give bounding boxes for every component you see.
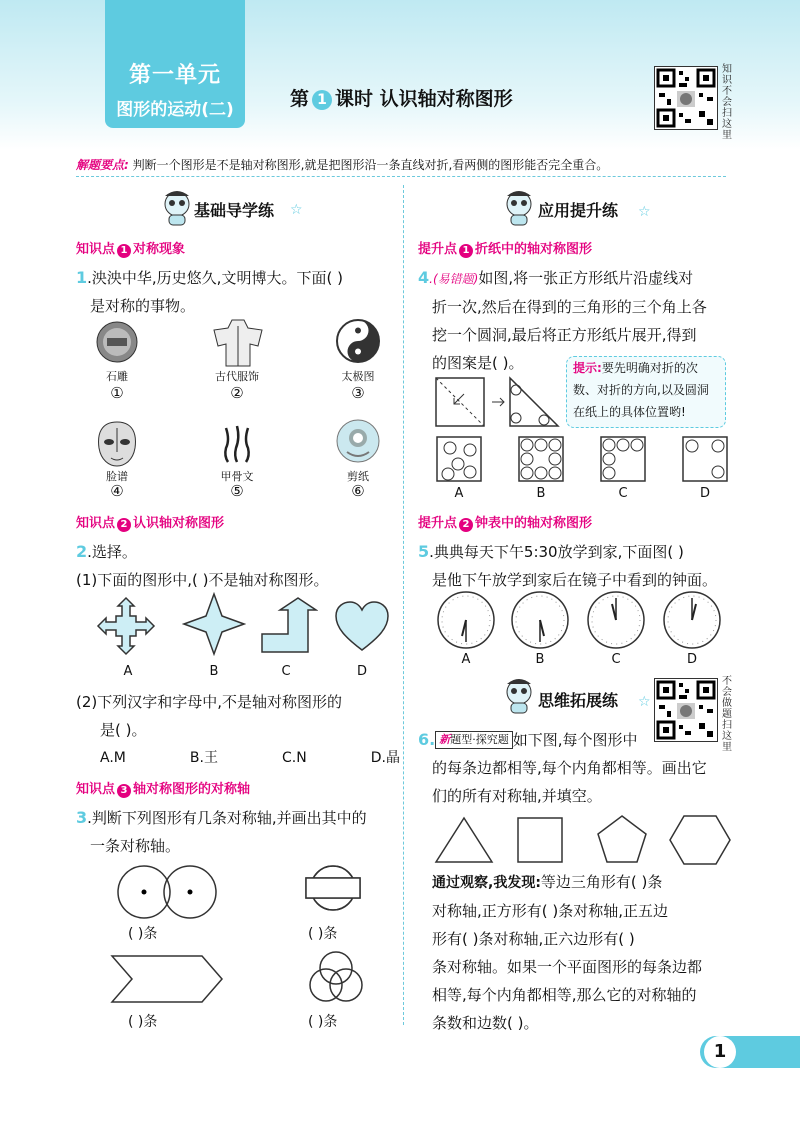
question-4: 4.(易错题)如图,将一张正方形纸片沿虚线对 折一次,然后在得到的三角形的三个角上各 挖一个圆洞,最后将正方形纸片展开,得到 的图案是( )。 [418, 264, 748, 377]
q-line: .泱泱中华,历史悠久,文明博大。下面( ) [87, 269, 343, 287]
item-label: 甲骨文 [220, 470, 254, 483]
option-label: B [535, 652, 545, 667]
option-label: A [454, 486, 464, 501]
option-label: D [686, 652, 697, 667]
q-line: 们的所有对称轴,并填空。 [432, 787, 602, 805]
q-line: 挖一个圆洞,最后将正方形纸片展开,得到 [432, 326, 697, 344]
q-line[interactable]: 等边三角形有( )条 [540, 873, 663, 891]
stone-carving-image [95, 320, 139, 364]
section-title-apply: 应用提升练 [538, 201, 619, 220]
option-m[interactable]: A.M [100, 750, 126, 766]
item-number: ④ [110, 482, 124, 500]
option-label: B [209, 664, 219, 679]
q-line: 相等,每个内角都相等,那么它的对称轴的 [432, 986, 697, 1004]
q-number: 3 [76, 808, 88, 827]
new-label: 新 [439, 733, 451, 746]
clock-c-icon[interactable] [586, 590, 646, 650]
mascot-icon [502, 190, 536, 226]
tag-text: 题型·探究题 [450, 733, 509, 746]
regular-polygons [432, 814, 732, 866]
new-question-tag [435, 731, 513, 749]
error-prone-tag: (易错题) [432, 272, 479, 286]
option-n[interactable]: C.N [282, 750, 307, 766]
item-label: 脸谱 [106, 470, 128, 483]
question-5 [418, 538, 748, 594]
option-c-pattern[interactable] [600, 436, 646, 482]
qr-caption-bottom: 不会做题扫这里 [722, 676, 732, 753]
q-line: 是( )。 [100, 721, 147, 739]
kp-title: 钟表中的轴对称图形 [475, 516, 593, 531]
option-label: D [356, 664, 367, 679]
item-number: ⑥ [351, 482, 365, 500]
item-number: ③ [351, 384, 365, 402]
kp-num: 1 [117, 244, 131, 258]
qr-code-icon[interactable] [654, 66, 718, 130]
kp-label: 提升点 [418, 516, 458, 531]
section-title-thinking: 思维拓展练 [538, 691, 619, 710]
upgrade-point-1 [418, 238, 592, 258]
qr-caption-top: 知识不会扫这里 [722, 64, 732, 141]
item-number: ⑤ [230, 482, 244, 500]
option-label: B [536, 486, 546, 501]
clock-d-icon[interactable] [662, 590, 722, 650]
item-number: ② [230, 384, 244, 402]
mascot-icon [160, 190, 194, 226]
q-number: 5 [418, 542, 430, 561]
upgrade-point-2 [418, 512, 592, 532]
hexagon-shape [670, 816, 730, 864]
q-line: .典典每天下午5:30放学到家,下面图( ) [429, 543, 684, 561]
q-line: 的图案是( )。 [432, 354, 524, 372]
square-shape [518, 818, 562, 862]
q-number: 6 [418, 730, 430, 749]
chevron-shape [110, 954, 224, 1004]
q3-blank-3[interactable]: ( )条 [128, 1014, 158, 1030]
two-circles-shape [110, 864, 224, 920]
q-line: 条对称轴。如果一个平面图形的每条边都 [432, 958, 703, 976]
section-title-basic: 基础导学练 [194, 201, 275, 220]
question-6-fill [432, 868, 752, 1037]
tip-bar [76, 154, 726, 177]
lesson-title-text: 课时 认识轴对称图形 [335, 88, 513, 110]
q2-options [100, 744, 400, 772]
tip-text: 判断一个图形是不是轴对称图形,就是把图形沿一条直线对折,看两侧的图形能否完全重合。 [132, 158, 609, 172]
q-number: 4 [418, 268, 430, 287]
kp-num: 2 [459, 518, 473, 532]
option-a-pattern[interactable] [436, 436, 482, 482]
kp-label: 提升点 [418, 242, 458, 257]
q-line: 如下图,每个图形中 [512, 731, 638, 749]
opera-mask-image [95, 420, 139, 468]
option-label: A [123, 664, 133, 679]
unit-title: 第一单元 [128, 63, 221, 88]
q-line: 是对称的事物。 [90, 297, 196, 315]
circle-rect-shape [302, 856, 364, 920]
q-line: 的每条边都相等,每个内角都相等。画出它 [432, 759, 707, 777]
lesson-title [290, 84, 513, 111]
lesson-prefix: 第 [290, 88, 310, 110]
item-number: ① [110, 384, 124, 402]
kp-label: 知识点 [76, 782, 116, 797]
lesson-number: 1 [312, 90, 332, 110]
paper-cut-image [335, 418, 381, 464]
item-label: 剪纸 [347, 470, 369, 483]
arrow-shape [258, 596, 318, 654]
unit-subtitle: 图形的运动(二) [116, 100, 234, 120]
q3-blank-4[interactable]: ( )条 [308, 1014, 338, 1030]
question-2-sub2 [76, 688, 396, 744]
option-b-pattern[interactable] [518, 436, 564, 482]
q-line: 一条对称轴。 [90, 837, 181, 855]
clock-a-icon[interactable] [436, 590, 496, 650]
kp-num: 3 [117, 784, 131, 798]
kp-label: 知识点 [76, 516, 116, 531]
ancient-costume-image [212, 318, 264, 368]
knowledge-point-2 [76, 512, 224, 532]
folding-diagram [434, 376, 564, 428]
item-label: 古代服饰 [215, 370, 259, 383]
q3-blank-1[interactable]: ( )条 [128, 926, 158, 942]
knowledge-point-1 [76, 238, 185, 258]
kp-num: 2 [117, 518, 131, 532]
cross-arrows-shape [96, 596, 156, 656]
q-number: 1 [76, 268, 88, 287]
q-line[interactable]: 形有( )条对称轴,正六边形有( ) [432, 930, 635, 948]
q-line[interactable]: 对称轴,正方形有( )条对称轴,正五边 [432, 902, 669, 920]
kp-title: 认识轴对称图形 [133, 516, 225, 531]
star-icon: ☆ [638, 204, 651, 220]
hint-text: 要先明确对折的次数、对折的方向,以及圆洞在纸上的具体位置哟! [573, 361, 709, 419]
heart-shape [334, 600, 390, 652]
option-label: C [611, 652, 621, 667]
option-wang[interactable]: B.王 [189, 750, 218, 766]
q-line: 折一次,然后在得到的三角形的三个角上各 [432, 298, 707, 316]
q-line: 如图,将一张正方形纸片沿虚线对 [478, 269, 694, 287]
q-line: .选择。 [87, 543, 137, 561]
page-number-tab [700, 1036, 800, 1068]
hint-label: 提示: [573, 361, 602, 375]
observation-label: 通过观察,我发现: [432, 875, 541, 891]
page-number: 1 [704, 1036, 736, 1068]
q-line[interactable]: 条数和边数( )。 [432, 1014, 539, 1032]
q-line: 是他下午放学到家后在镜子中看到的钟面。 [432, 571, 718, 589]
kp-title: 轴对称图形的对称轴 [133, 782, 251, 797]
item-label: 太极图 [341, 370, 375, 383]
option-label: D [699, 486, 710, 501]
tip-label: 解题要点: [76, 158, 129, 172]
trefoil-shape [308, 948, 364, 1006]
column-divider [403, 185, 404, 1025]
mascot-icon [502, 678, 536, 714]
kp-num: 1 [459, 244, 473, 258]
question-1 [76, 264, 396, 320]
q-line: .判断下列图形有几条对称轴,并画出其中的 [87, 809, 367, 827]
star-icon: ☆ [638, 694, 651, 710]
option-label: C [281, 664, 291, 679]
option-label: C [618, 486, 628, 501]
q-line: (2)下列汉字和字母中,不是轴对称图形的 [76, 693, 343, 711]
pentagon-shape [598, 816, 646, 862]
kp-title: 折纸中的轴对称图形 [475, 242, 593, 257]
oracle-bone-image [222, 424, 252, 464]
four-point-star-shape [182, 592, 246, 656]
kp-label: 知识点 [76, 242, 116, 257]
kp-title: 对称现象 [133, 242, 186, 257]
triangle-shape [436, 818, 492, 862]
taiji-image [335, 318, 381, 364]
question-2 [76, 538, 396, 594]
star-icon: ☆ [290, 202, 303, 218]
q-number: 2 [76, 542, 88, 561]
option-d-pattern[interactable] [682, 436, 728, 482]
item-label: 石雕 [106, 370, 128, 383]
q3-blank-2[interactable]: ( )条 [308, 926, 338, 942]
hint-box [566, 356, 726, 428]
question-6: 6. 新题型·探究题 如下图,每个图形中 的每条边都相等,每个内角都相等。画出它 们的所有对称轴,并填空。 [418, 726, 748, 810]
q-line: (1)下面的图形中,( )不是轴对称图形。 [76, 571, 329, 589]
option-label: A [461, 652, 471, 667]
knowledge-point-3 [76, 778, 250, 798]
question-3 [76, 804, 396, 860]
clock-b-icon[interactable] [510, 590, 570, 650]
option-jing[interactable]: D.晶 [370, 750, 400, 766]
